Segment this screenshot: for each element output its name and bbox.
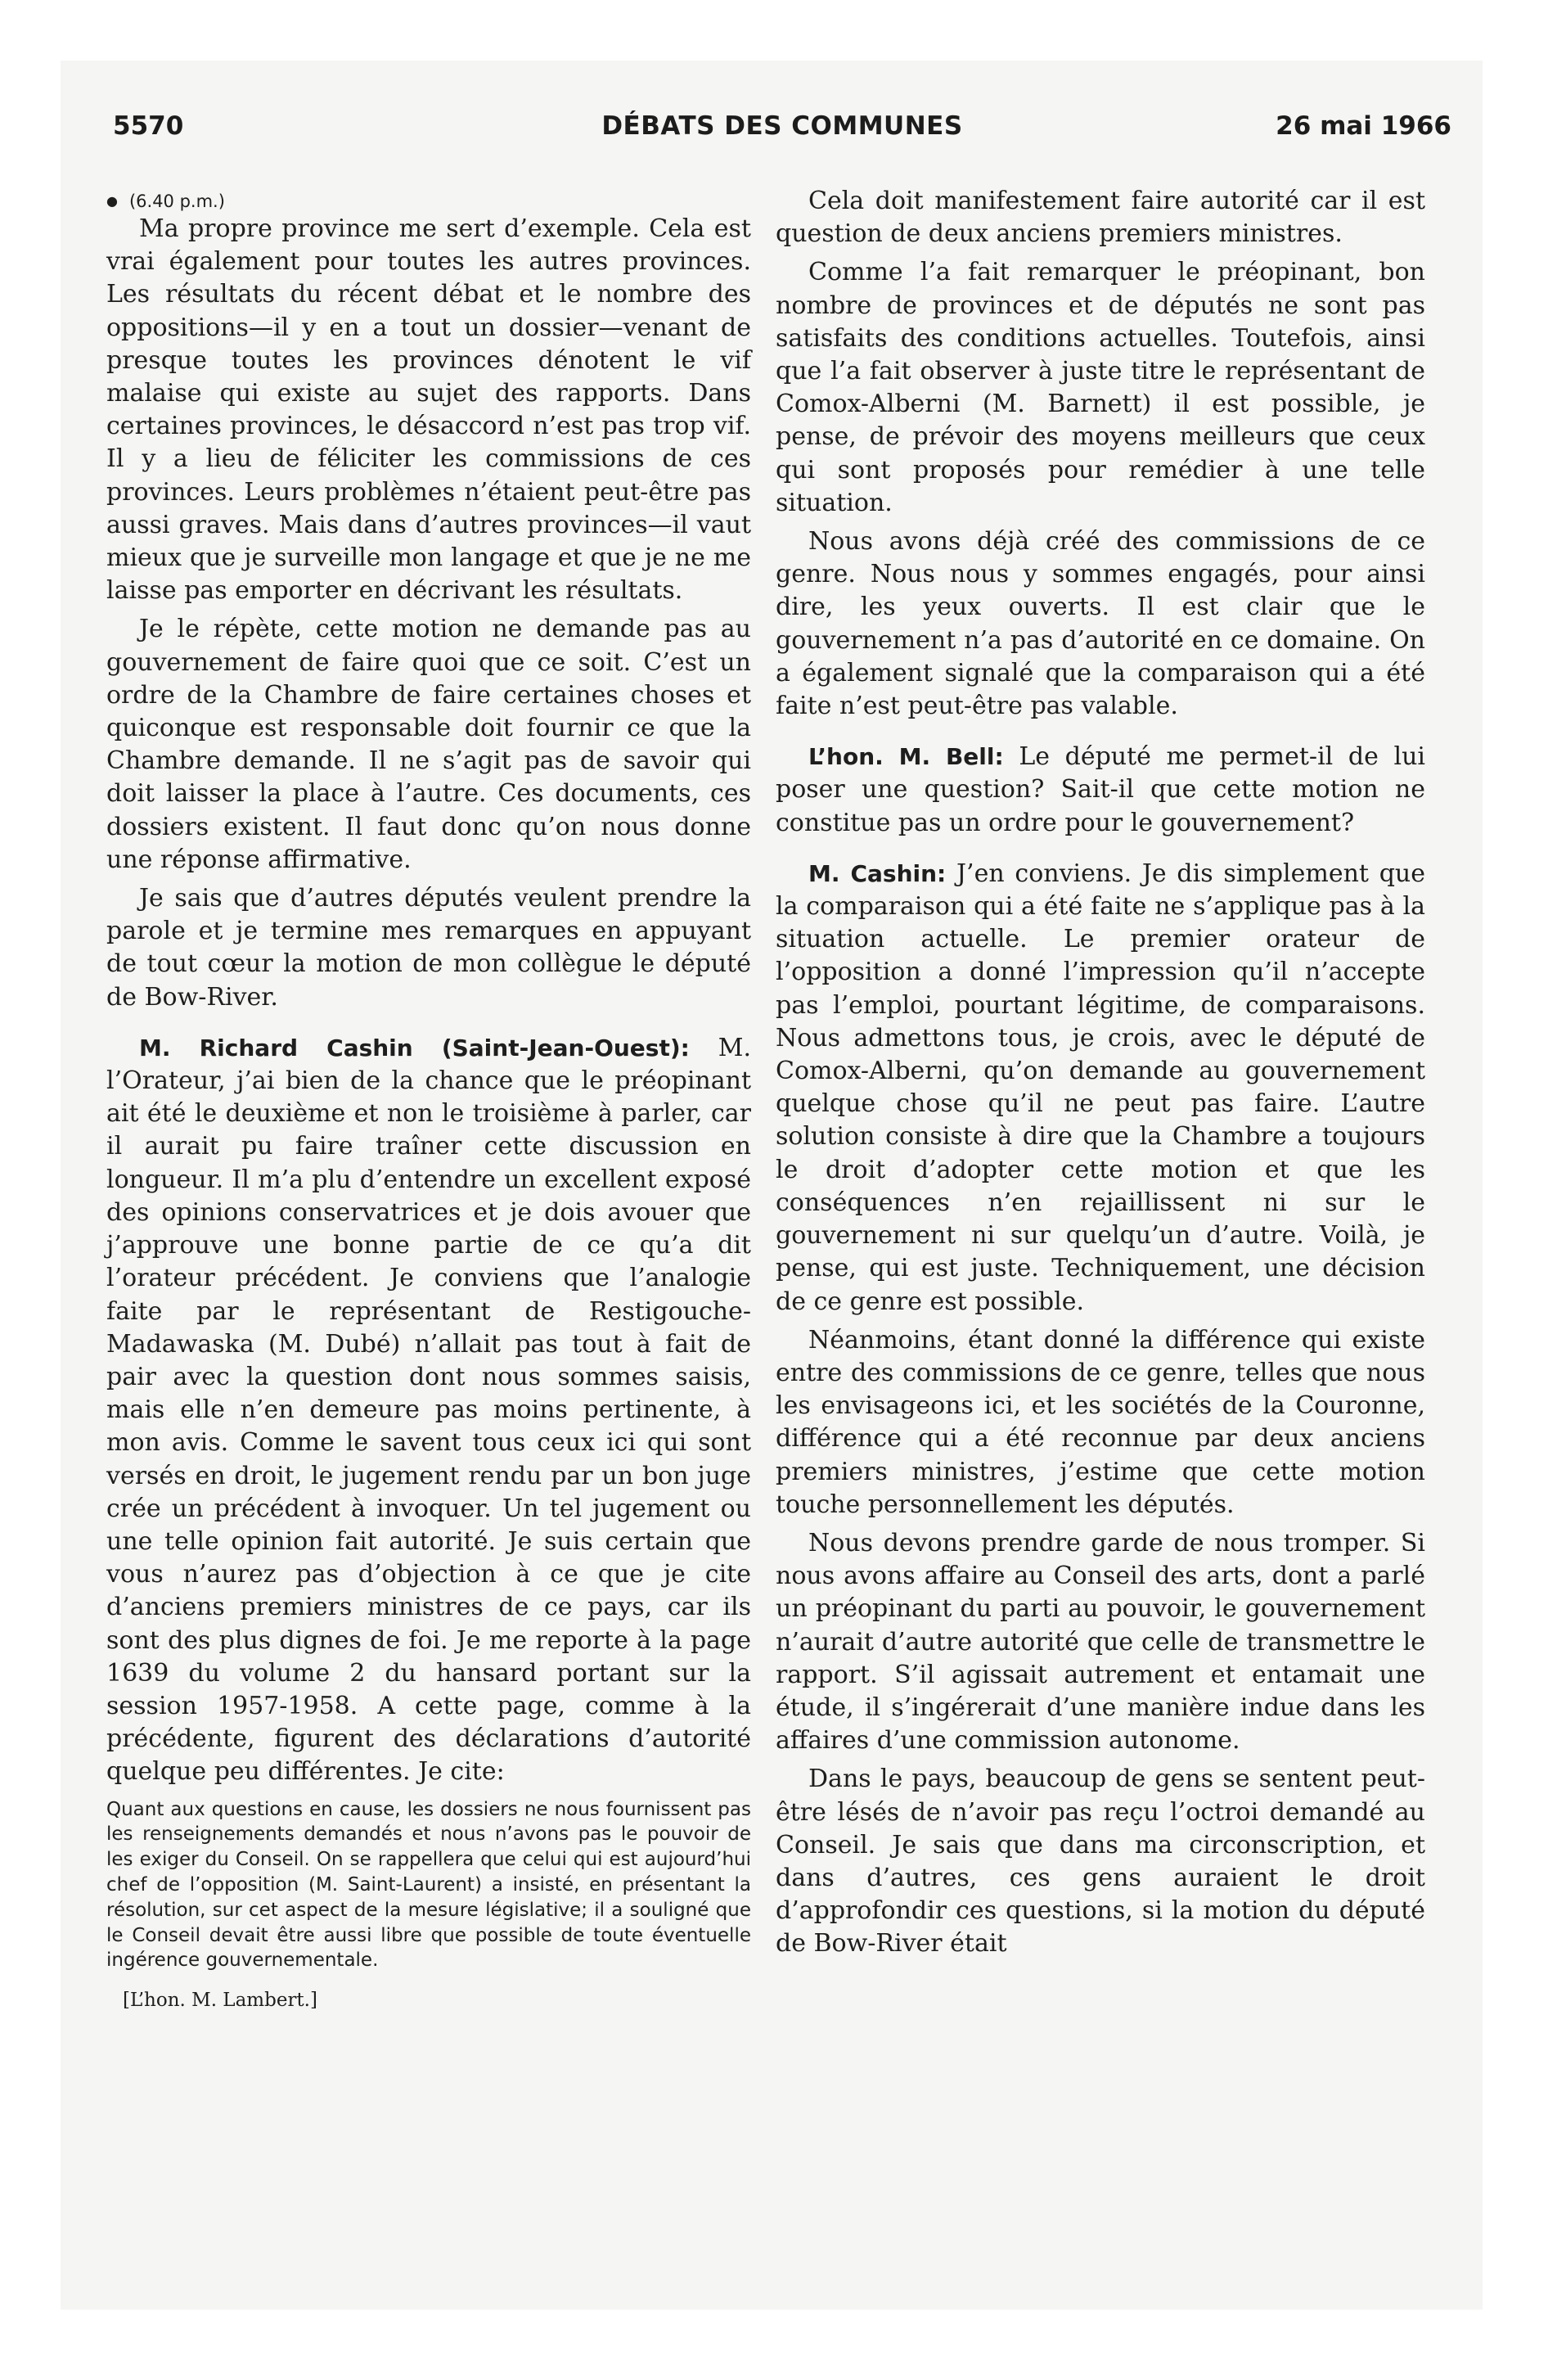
paragraph: Ma propre province me sert d’exemple. Cela est vrai également pour toutes les autres provinces. Les résultats du récent débat et le nombre des oppositions—il y en a tout un dossier—venant de presque toutes les provinces dénotent le vif malaise qui existe au sujet des rapports. Dans certaines provinces, le désaccord n’est pas trop vif. Il y a lieu de féliciter les commissions de ces provinces. Leurs problèmes n’étaient peut-être pas aussi graves. Mais dans d’autres provinces—il vaut mieux que je surveille mon langage et que je ne me laisse pas emporter en décrivant les résultats. (106, 214, 751, 606)
speech-paragraph: M. Richard Cashin (Saint-Jean-Ouest): M. l’Orateur, j’ai bien de la chance que le préopinant ait été le deuxième et non le troisième à parler, car il aurait pu faire traîner cette discussion en longueur. Il m’a plu d’entendre un excellent exposé des opinions conservatrices et je dois avouer que j’approuve une bonne partie de ce qu’a dit l’orateur précédent. Je conviens que l’analogie faite par le représentant de Restigouche-Madawaska (M. Dubé) n’allait pas tout à fait de pair avec la question dont nous sommes saisis, mais elle n’en demeure pas moins pertinente, à mon avis. Comme le savent tous ceux ici qui sont versés en droit, le jugement rendu par un bon juge crée un précédent à invoquer. Un tel jugement ou une telle opinion fait autorité. Je suis certain que vous n’aurez pas d’objection à ce que je cite d’anciens premiers ministres de ce pays, car ils sont des plus dignes de foi. Je me reporte à la page 1639 du volume 2 du hansard portant sur la session 1957-1958. A cette page, comme à la précédente, figurent des déclarations d’autorité quelque peu différentes. Je cite: (106, 1033, 751, 1787)
speaker-attribution: [L’hon. M. Lambert.] (123, 1990, 317, 2012)
time-marker: ● (6.40 p.m.) (106, 192, 225, 211)
speaker-name: M. Cashin: (808, 859, 947, 887)
paragraph: Dans le pays, beaucoup de gens se sentent peut-être lésés de n’avoir pas reçu l’octroi demandé au Conseil. Je sais que dans ma circonscription, et dans d’autres, ces gens auraient le droit d’approfondir ces questions, si la motion du député de Bow-River était (776, 1765, 1425, 1959)
document-page (61, 61, 1483, 2310)
block-quote: Quant aux questions en cause, les dossiers ne nous fournissent pas les renseignements demandés et nous n’avons pas le pouvoir de les exiger du Conseil. On se rappellera que celui qui est aujourd’hui chef de l’opposition (M. Saint-Laurent) a insisté, en présentant la résolution, sur cet aspect de la mesure législative; il a souligné que le Conseil devait être aussi libre que possible de toute éventuelle ingérence gouvernementale. (106, 1798, 751, 1972)
speech-paragraph: L’hon. M. Bell: Le député me permet-il de lui poser une question? Sait-il que cette motion ne constitue pas un ordre pour le gouvernement? (776, 742, 1425, 837)
paragraph: Comme l’a fait remarquer le préopinant, bon nombre de provinces et de députés ne sont pas satisfaits des conditions actuelles. Toutefois, ainsi que l’a fait observer à juste titre le représentant de Comox-Alberni (M. Barnett) il est possible, je pense, de prévoir des moyens meilleurs que ceux qui sont proposés pour remédier à une telle situation. (776, 258, 1425, 517)
bullet-icon: ● (106, 193, 118, 209)
page-date: 26 mai 1966 (1276, 111, 1451, 141)
paragraph: Je sais que d’autres députés veulent prendre la parole et je termine mes remarques en appuyant de tout cœur la motion de mon collègue le député de Bow-River. (106, 884, 751, 1012)
paragraph: Néanmoins, étant donné la différence qui existe entre des commissions de ce genre, telles que nous les envisageons ici, et les sociétés de la Couronne, différence qui a été reconnue par deux anciens premiers ministres, j’estime que cette motion touche personnellement les députés. (776, 1325, 1425, 1519)
speech-paragraph: M. Cashin: J’en conviens. Je dis simplement que la comparaison qui a été faite ne s’applique pas à la situation actuelle. Le premier orateur de l’opposition a donné l’impression qu’il n’accepte pas l’emploi, pourtant légitime, de comparaisons. Nous admettons tous, je crois, avec le député de Comox-Alberni, qu’on demande au gouvernement quelque chose qu’il ne peut pas faire. L’autre solution consiste à dire que la Chambre a toujours le droit d’adopter cette motion et que les conséquences n’en rejaillissent ni sur le gouvernement ni sur quelqu’un d’autre. Voilà, je pense, qui est juste. Techniquement, une décision de ce genre est possible. (776, 859, 1425, 1316)
paragraph: Nous avons déjà créé des commissions de ce genre. Nous nous y sommes engagés, pour ainsi dire, les yeux ouverts. Il est clair que le gouvernement n’a pas d’autorité en ce domaine. On a également signalé que la comparaison qui a été faite n’est peut-être pas valable. (776, 527, 1425, 721)
left-column (106, 190, 751, 2013)
publication-title: DÉBATS DES COMMUNES (601, 111, 963, 141)
right-column (776, 185, 1425, 1961)
paragraph: Cela doit manifestement faire autorité car il est question de deux anciens premiers ministres. (776, 187, 1425, 249)
speaker-name: L’hon. M. Bell: (808, 743, 1004, 771)
paragraph: Je le répète, cette motion ne demande pas au gouvernement de faire quoi que ce soit. C’est un ordre de la Chambre de faire certaines choses et quiconque est responsable doit fournir ce que la Chambre demande. Il ne s’agit pas de savoir qui doit laisser la place à l’autre. Ces documents, ces dossiers existent. Il faut donc qu’on nous donne une réponse affirmative. (106, 615, 751, 874)
speaker-name: M. Richard Cashin (Saint-Jean-Ouest): (139, 1034, 690, 1062)
page-header (113, 111, 1451, 152)
paragraph: Nous devons prendre garde de nous tromper. Si nous avons affaire au Conseil des arts, dont a parlé un préopinant du parti au pouvoir, le gouvernement n’aurait d’autre autorité que celle de transmettre le rapport. S’il agissait autrement et entamait une étude, il s’ingérerait d’une manière indue dans les affaires d’une commission autonome. (776, 1528, 1425, 1756)
page-number: 5570 (113, 111, 184, 141)
